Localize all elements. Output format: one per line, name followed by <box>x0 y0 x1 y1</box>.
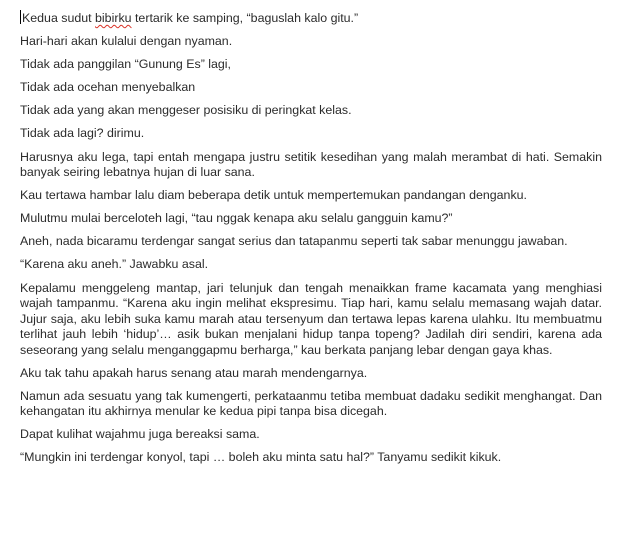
paragraph-5: Tidak ada yang akan menggeser posisiku di peringkat kelas. <box>20 103 352 118</box>
paragraph-1-text-end: tertarik ke samping, “baguslah kalo gitu.” <box>131 11 359 25</box>
paragraph-13: Aku tak tahu apakah harus senang atau marah mendengarnya. <box>20 365 368 380</box>
paragraph-10: Aneh, nada bicaramu terdengar sangat serius dan tatapanmu seperti tak sabar menunggu jawaban. <box>20 234 568 249</box>
paragraph-3: Tidak ada panggilan “Gunung Es” lagi, <box>20 57 232 72</box>
spelling-error-word[interactable]: bibirku <box>95 11 132 25</box>
paragraph-4: Tidak ada ocehan menyebalkan <box>20 80 196 95</box>
paragraph-16: “Mungkin ini terdengar konyol, tapi … boleh aku minta satu hal?” Tanyamu sedikit kikuk. <box>20 450 502 465</box>
paragraph-15: Dapat kulihat wajahmu juga bereaksi sama. <box>20 427 260 442</box>
text-cursor <box>20 10 21 24</box>
paragraph-1-text-start: Kedua sudut <box>22 11 96 25</box>
paragraph-6: Tidak ada lagi? dirimu. <box>20 126 145 141</box>
paragraph-14: Namun ada sesuatu yang tak kumengerti, perkataanmu tetiba membuat dadaku sedikit menghangat. Dan kehangatan itu akhirnya menular ke kedua pipi tanpa bisa dicegah. <box>20 388 602 419</box>
paragraph-2: Hari-hari akan kulalui dengan nyaman. <box>20 34 233 49</box>
paragraph-12: Kepalamu menggeleng mantap, jari telunjuk dan tengah menaikkan frame kacamata yang menghiasi wajah tampanmu. “Karena aku ingin melihat ekspresimu. Tiap hari, kamu selalu memasang wajah datar. Jujur saja, aku lebih suka kamu marah atau tersenyum dan tertawa lepas karena ulahku. Itu membuatmu terlihat jauh lebih ‘hidup’… asik bukan menjalani hidup tanpa topeng? Jadilah diri sendiri, karena ada seseorang yang selalu menganggapmu berharga,” kau berkata panjang lebar dengan gaya khas. <box>20 280 602 357</box>
paragraph-1 <box>20 10 602 27</box>
paragraph-11: “Karena aku aneh.” Jawabku asal. <box>20 257 209 272</box>
document-body[interactable] <box>20 10 602 474</box>
paragraph-9: Mulutmu mulai berceloteh lagi, “tau nggak kenapa aku selalu gangguin kamu?” <box>20 211 453 226</box>
paragraph-8: Kau tertawa hambar lalu diam beberapa detik untuk mempertemukan pandangan denganku. <box>20 188 527 203</box>
paragraph-7: Harusnya aku lega, tapi entah mengapa justru setitik kesedihan yang malah merambat di hati. Semakin banyak seiring lebatnya hujan di luar sana. <box>20 149 602 180</box>
